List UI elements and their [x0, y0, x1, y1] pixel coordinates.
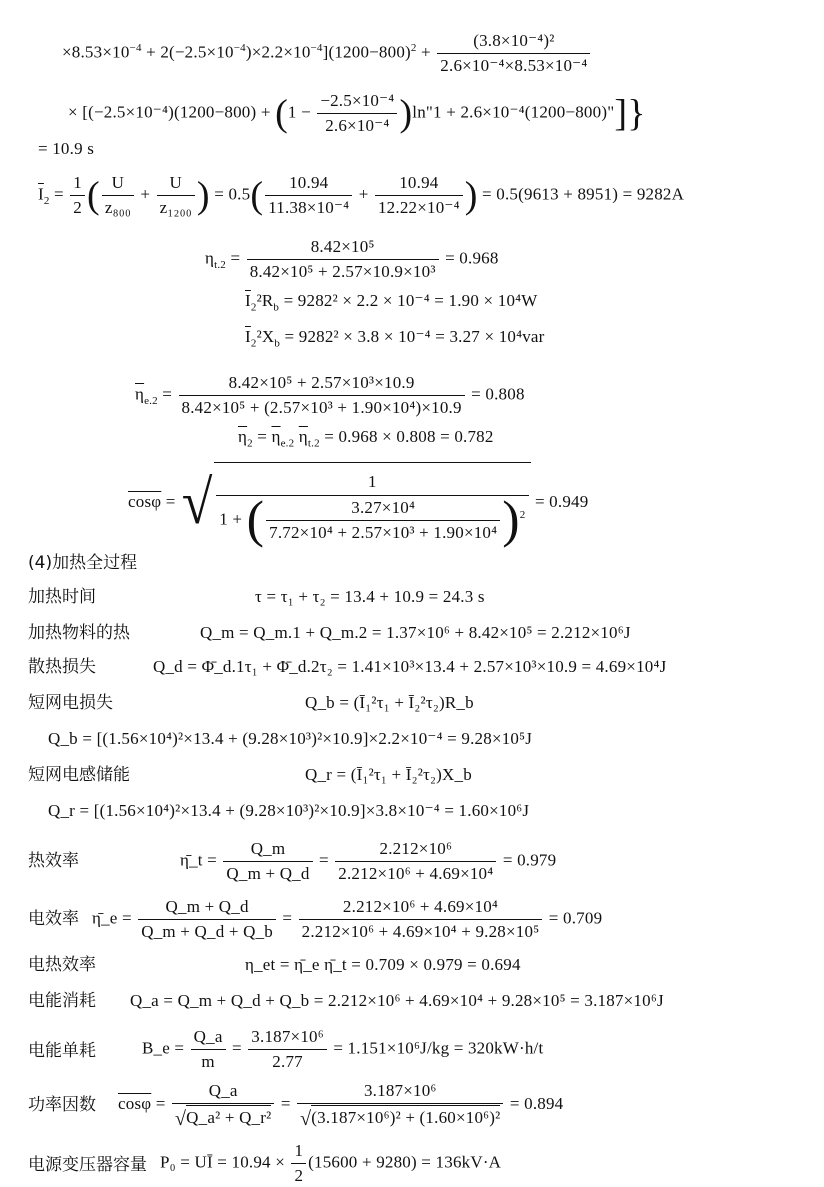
- fraction-denominator: z₈₀₀: [104, 198, 131, 217]
- eq-heat-time: τ = τ₁ + τ₂ = 13.4 + 10.9 = 24.3 s: [255, 587, 485, 606]
- label-power-factor: 功率因数: [28, 1095, 96, 1115]
- eq-text: = 0.894: [505, 1093, 564, 1113]
- fraction-denominator: Q_m + Q_d: [226, 864, 310, 883]
- fraction: [70, 172, 85, 219]
- label-heat-loss: 散热损失: [28, 657, 96, 677]
- sqrt: √(3.187×10⁶)² + (1.60×10⁶)²: [300, 1105, 500, 1130]
- fraction-numerator: U: [102, 172, 134, 196]
- fraction-numerator: −2.5×10⁻⁴: [317, 90, 397, 114]
- fraction-denominator: 2.212×10⁶ + 4.69×10⁴ + 9.28×10⁵: [301, 922, 540, 941]
- eq-electric-efficiency: η̄_e = $\frac{Q\_m + Q\_d}{Q\_m + Q\_d + Q\_b}$ = $\frac{\text{2.212×10⁶ + 4.69×10⁴}}{\text{2.212×10⁶ + 4.69×10⁴ + 9.28×10⁵}}$ = 0.709: [92, 897, 603, 941]
- eq-sub: t.2: [214, 258, 226, 271]
- fraction-numerator: Q_a: [191, 1026, 226, 1050]
- eq-power-factor: cosφ = $\frac{Q\_a}{\text{√Q\_a² + Q\_r²}}$ = $\frac{\text{3.187×10⁶}}{\text{√(3.187×10⁶)² + (1.60×10⁶)²}}$ = 0.894: [118, 1081, 564, 1131]
- fraction-numerator: 2.212×10⁶: [335, 838, 496, 862]
- eq-text: ln"1 + 2.6×10⁻⁴(1200−800)": [412, 102, 615, 122]
- label-transformer-capacity: 电源变压器容量: [28, 1155, 147, 1175]
- eq-symbol: cosφ: [118, 1093, 152, 1113]
- eq-text: )×2.2×10: [245, 42, 311, 62]
- eq-net-loss: Q_b = (Ī₁²τ₁ + Ī₂²τ₂)R_b: [305, 693, 474, 712]
- eq-text: ](1200−800): [322, 42, 411, 62]
- eq-eta-2: $\overline{\eta}_2 = \overline{\eta}_{e.2}$ $\overline{\eta}_{t.2} = 0.968 \times 0.808 = 0.782$: [238, 427, 494, 450]
- fraction-denominator: 2: [73, 198, 82, 217]
- eq-text: ²R: [256, 291, 274, 310]
- fraction-denominator: 8.42×10⁵ + (2.57×10³ + 1.90×10⁴)×10.9: [181, 398, 462, 417]
- eq-eta-e2: $\overline{\eta}_{e.2}$ = $\frac{\text{8.42×10⁵ + 2.57×10³×10.9}}{\text{8.42×10⁵ + (2.57×10³ + 1.90×10⁴)×10.9}}$ = 0.808: [135, 373, 525, 417]
- fraction-denominator: Q_a² + Q_r²: [186, 1105, 271, 1129]
- fraction-denominator: 12.22×10⁻⁴: [377, 198, 460, 217]
- eq-sup: 4: [135, 41, 142, 54]
- eq-text: 1 −: [287, 102, 316, 122]
- fraction-denominator: 11.38×10⁻⁴: [268, 198, 350, 217]
- eq-result-time: = 10.9 s: [38, 139, 95, 158]
- fraction-numerator: (3.8×10⁻⁴)²: [437, 30, 590, 54]
- fraction-numerator: 10.94: [265, 172, 352, 196]
- eq-symbol: cosφ: [128, 491, 162, 511]
- eq-text: ×8.53×10: [62, 42, 130, 62]
- label-material-heat: 加热物料的热: [28, 623, 130, 643]
- label-electrothermal-efficiency: 电热效率: [28, 955, 96, 975]
- eq-text: 1 +: [219, 509, 247, 529]
- fraction: [248, 1026, 327, 1073]
- label-inductive: 短网电感储能: [28, 765, 130, 785]
- eq-cos-phi: [128, 462, 589, 549]
- eq-sub: b: [273, 301, 280, 314]
- eq-line-1: $\times 8.53\times 10^{-4} + 2(-2.5\times 10^{-4})\times 2.2\times 10^{-4}](1200-800)^2$ + $\frac{\text{(3.8×10⁻⁴)²}}{\text{2.6×10⁻⁴×8.53×10⁻⁴}}$: [62, 30, 592, 77]
- eq-inductive-calc: Q_r = [(1.56×10⁴)²×13.4 + (9.28×10³)²×10.9]×3.8×10⁻⁴ = 1.60×10⁶J: [48, 801, 530, 820]
- label-energy-consumption: 电能消耗: [28, 991, 96, 1011]
- eq-sup: 2: [410, 41, 417, 54]
- eq-energy-consumption: Q_a = Q_m + Q_d + Q_b = 2.212×10⁶ + 4.69×10⁴ + 9.28×10⁵ = 3.187×10⁶J: [130, 991, 664, 1010]
- fraction-denominator: m: [201, 1052, 215, 1071]
- eq-text: = 1.151×10⁶J/kg = 320kW·h/t: [328, 1038, 544, 1058]
- eq-text: = 0.808: [466, 384, 525, 404]
- eq-sub: 2: [247, 437, 253, 450]
- fraction-numerator: U: [157, 172, 195, 196]
- fraction-numerator: Q_m + Q_d: [138, 896, 276, 920]
- eq-inductive: Q_r = (Ī₁²τ₁ + Ī₂²τ₂)X_b: [305, 765, 472, 784]
- fraction-numerator: 3.187×10⁶: [297, 1080, 503, 1104]
- fraction-numerator: Q_m: [223, 838, 312, 862]
- fraction-numerator: 1: [216, 465, 528, 496]
- eq-text: = 0.949: [530, 491, 589, 511]
- eq-heat-loss: Q_d = Φ̄_d.1τ₁ + Φ̄_d.2τ₂ = 1.41×10³×13.4 + 2.57×10³×10.9 = 4.69×10⁴J: [153, 657, 667, 676]
- eq-text: ²X: [256, 327, 275, 346]
- fraction-numerator: 8.42×10⁵ + 2.57×10³×10.9: [179, 372, 465, 396]
- fraction-numerator: 3.187×10⁶: [248, 1026, 327, 1050]
- fraction-denominator: 2.6×10⁻⁴×8.53×10⁻⁴: [440, 56, 588, 75]
- eq-text: = 0.709: [544, 908, 603, 928]
- eq-electrothermal-efficiency: η_et = η̄_e η̄_t = 0.709 × 0.979 = 0.694: [245, 955, 521, 974]
- eq-thermal-efficiency: η̄_t = $\frac{Q\_m}{Q\_m + Q\_d}$ = $\frac{\text{2.212×10⁶}}{\text{2.212×10⁶ + 4.69×10⁴}}$ = 0.979: [180, 839, 557, 883]
- fraction: [157, 172, 195, 219]
- eq-specific-energy: B_e = $\frac{Q\_a}{m}$ = $\frac{\text{3.187×10⁶}}{2.77}$ = 1.151×10⁶J/kg = 320kW·h/t: [142, 1027, 544, 1071]
- fraction-denominator: 2: [294, 1166, 304, 1185]
- fraction-numerator: 8.42×10⁵: [247, 236, 439, 260]
- label-electric-efficiency: 电效率: [28, 909, 79, 929]
- eq-bracket: ]}: [614, 92, 646, 135]
- label-heat-time: 加热时间: [28, 587, 96, 607]
- fraction: [299, 896, 543, 943]
- eq-text: η̄_t =: [180, 850, 222, 870]
- eq-text: =: [161, 491, 180, 511]
- fraction: [223, 838, 312, 885]
- eq-text: = 0.968: [440, 248, 499, 268]
- fraction-numerator: 3.27×10⁴: [266, 497, 500, 521]
- eq-net-loss-calc: Q_b = [(1.56×10⁴)²×13.4 + (9.28×10³)²×10.9]×2.2×10⁻⁴ = 9.28×10⁵J: [48, 729, 533, 748]
- eq-text: B_e =: [142, 1038, 189, 1058]
- fraction-numerator: Q_a: [172, 1080, 274, 1104]
- fraction: [297, 1080, 503, 1130]
- fraction: [375, 172, 463, 219]
- eq-text: = 9282² × 3.8 × 10⁻⁴ = 3.27 × 10⁴var: [280, 327, 545, 346]
- eq-current-i2: $\overline{I}_2$ = $\frac{1}{2}$ ( $\frac{U}{\text{z₈₀₀}}$ + $\frac{U}{\text{z₁₂₀₀}}$ ) = 0.5( $\frac{10.94}{\text{11.38×10⁻⁴}}$ + $\frac{10.94}{\text{12.22×10⁻⁴}}$ ) = 0.5(9613 + 8951) = 9282A: [38, 173, 685, 217]
- eq-text: =: [252, 427, 272, 446]
- fraction-denominator: 8.42×10⁵ + 2.57×10.9×10³: [249, 262, 436, 281]
- eq-sup: −4: [233, 41, 246, 54]
- fraction-numerator: 10.94: [375, 172, 463, 196]
- fraction: [317, 90, 397, 137]
- label-net-loss: 短网电损失: [28, 693, 113, 713]
- eq-eta-t2: $\eta_{t.2}$ = $\frac{\text{8.42×10⁵}}{\text{8.42×10⁵ + 2.57×10.9×10³}}$ = 0.968: [205, 237, 499, 281]
- fraction: [191, 1026, 226, 1073]
- fraction: [179, 372, 465, 419]
- fraction: [437, 30, 590, 77]
- eq-text: ×: [68, 102, 78, 122]
- fraction-numerator: 1: [70, 172, 85, 196]
- fraction-numerator: 1: [291, 1140, 306, 1164]
- eq-text: =: [49, 184, 69, 204]
- fraction-denominator: 2.6×10⁻⁴: [325, 116, 390, 135]
- eq-symbol: η: [205, 248, 215, 268]
- eq-transformer-capacity: [160, 1140, 501, 1187]
- sqrt: √ 1 1 + ( $\frac{\text{3.27×10⁴}}{\text{7.72×10⁴ + 2.57×10³ + 1.90×10⁴}}$ )$^2$: [180, 462, 531, 544]
- eq-text: + 2(−2.5×10: [141, 42, 234, 62]
- eq-text: η̄_e =: [92, 908, 137, 928]
- fraction: [266, 497, 500, 544]
- fraction: [247, 236, 439, 283]
- fraction-denominator: (3.187×10⁶)² + (1.60×10⁶)²: [311, 1105, 500, 1129]
- sqrt: √Q_a² + Q_r²: [175, 1105, 271, 1130]
- fraction-denominator: 7.72×10⁴ + 2.57×10³ + 1.90×10⁴: [269, 523, 498, 542]
- fraction: [265, 172, 352, 219]
- fraction-numerator: 2.212×10⁶ + 4.69×10⁴: [299, 896, 543, 920]
- eq-material-heat: Q_m = Q_m.1 + Q_m.2 = 1.37×10⁶ + 8.42×10⁵ = 2.212×10⁶J: [200, 623, 631, 642]
- eq-text: = 0.5(9613 + 8951) = 9282A: [477, 184, 685, 204]
- eq-i2-rb: $\overline{I}_2^2R_b = 9282^2 \times 2.2 \times 10^{-4} = 1.90 \times 10^4W$: [245, 291, 538, 314]
- eq-symbol: $\overline{I}$: [38, 184, 44, 204]
- eq-text: = 9282² × 2.2 × 10⁻⁴ = 1.90 × 10⁴W: [279, 291, 538, 310]
- eq-sup: −4: [310, 41, 323, 54]
- label-specific-energy: 电能单耗: [28, 1041, 96, 1061]
- eq-line-2: × [(−2.5×10⁻⁴)(1200−800) + (1 − $\frac{\text{−2.5×10⁻⁴}}{\text{2.6×10⁻⁴}}$ )ln"1 + 2.6×10⁻⁴(1200−800)"]}: [68, 91, 646, 135]
- eq-text: = 0.979: [498, 850, 557, 870]
- eq-text: +: [416, 42, 436, 62]
- eq-sub: 2: [43, 194, 50, 207]
- eq-sub: b: [274, 337, 281, 350]
- fraction: [291, 1140, 306, 1187]
- fraction-denominator: Q_m + Q_d + Q_b: [141, 922, 273, 941]
- eq-text: (15600 + 9280) = 136kV·A: [308, 1152, 502, 1172]
- eq-sup: 2: [519, 508, 526, 521]
- eq-sub: e.2: [144, 394, 158, 407]
- fraction: [172, 1080, 274, 1130]
- eq-i2-xb: $\overline{I}_2^2X_b = 9282^2 \times 3.8 \times 10^{-4} = 3.27 \times 10^4var$: [245, 327, 545, 350]
- fraction-denominator: 2.212×10⁶ + 4.69×10⁴: [338, 864, 494, 883]
- eq-text: [(−2.5×10⁻⁴)(1200−800) +: [82, 102, 276, 122]
- eq-text: +: [135, 184, 155, 204]
- fraction: [335, 838, 496, 885]
- fraction: 1 1 + ( $\frac{\text{3.27×10⁴}}{\text{7.72×10⁴ + 2.57×10³ + 1.90×10⁴}}$ )$^2$: [216, 465, 528, 544]
- fraction-denominator: z₁₂₀₀: [159, 198, 192, 217]
- section-title: (4)加热全过程: [28, 553, 138, 573]
- eq-text: = 0.5: [209, 184, 251, 204]
- fraction: [102, 172, 134, 219]
- eq-text: P₀ = UĪ = 10.94 ×: [160, 1152, 290, 1172]
- fraction-denominator: 2.77: [272, 1052, 303, 1071]
- label-thermal-efficiency: 热效率: [28, 851, 79, 871]
- eq-text: = 0.968 × 0.808 = 0.782: [319, 427, 494, 446]
- fraction: [138, 896, 276, 943]
